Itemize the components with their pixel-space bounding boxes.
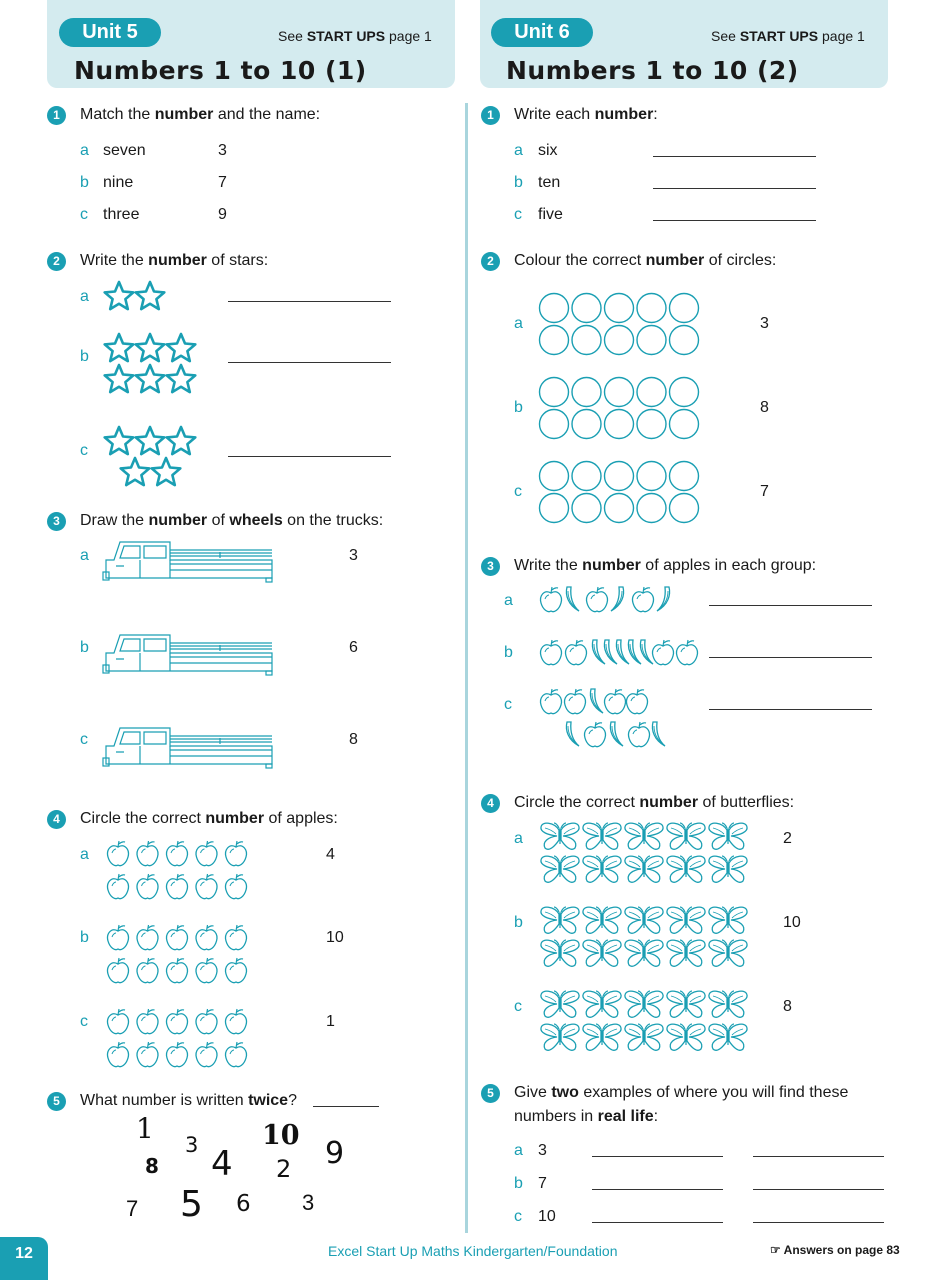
u6-q1-word-a: six [538, 142, 558, 159]
circle-shape[interactable] [670, 294, 699, 323]
banana-icon [640, 640, 653, 664]
butterfly-icon [583, 856, 621, 882]
u5-q2-answer-line-b[interactable] [228, 362, 391, 363]
u5-q2-text: Write the number of stars: [80, 252, 269, 269]
u6-q2-num-c: 7 [760, 483, 769, 500]
u5-q2-answer-line-a[interactable] [228, 301, 391, 302]
butterfly-icon [667, 991, 705, 1017]
butterfly-icon [541, 940, 579, 966]
u6-q5-text-line1: Give two examples of where you will find these [514, 1084, 849, 1101]
apple-icon [167, 958, 188, 983]
u5-q3-label-a: a [80, 547, 89, 564]
u5-q4-apple-grids[interactable] [105, 837, 265, 1077]
circle-shape[interactable] [540, 462, 569, 491]
u6-q2-label-c: c [514, 483, 522, 500]
butterfly-icon [541, 1024, 579, 1050]
u5-q4-num-b: 10 [326, 929, 344, 946]
apple-icon [167, 1009, 188, 1034]
u5-q3-num-b: 6 [349, 639, 358, 656]
u6-q4-num-a: 2 [783, 830, 792, 847]
star-icon [105, 282, 134, 309]
circle-shape[interactable] [670, 378, 699, 407]
u6-q2-circle-grids[interactable] [536, 291, 706, 531]
truck-b-drawing[interactable] [100, 631, 280, 679]
scattered-number: 5 [180, 1184, 203, 1225]
circle-shape[interactable] [670, 410, 699, 439]
scattered-number: 4 [211, 1144, 233, 1184]
u5-q2-star-groups [100, 280, 220, 480]
apple-icon [226, 1042, 247, 1067]
u6-q3-text: Write the number of apples in each group: [514, 557, 817, 574]
u5-q2-label-c: c [80, 442, 88, 459]
apple-icon [137, 925, 158, 950]
star-icon [167, 334, 196, 361]
u6-q3-label-b: b [504, 644, 513, 661]
butterfly-icon [709, 907, 747, 933]
circle-shape[interactable] [605, 378, 634, 407]
scattered-number: 7 [126, 1196, 139, 1221]
apple-icon [167, 841, 188, 866]
apple-icon [137, 874, 158, 899]
scattered-number: 10 [262, 1120, 300, 1151]
banana-icon [592, 640, 605, 664]
banana-icon [657, 587, 670, 611]
apple-icon [226, 841, 247, 866]
u6-q2-text: Colour the correct number of circles: [514, 252, 777, 269]
u5-q4-label-a: a [80, 846, 89, 863]
apple-icon [167, 925, 188, 950]
butterfly-icon [583, 823, 621, 849]
u5-q5-number: 5 [47, 1092, 66, 1111]
unit5-see-ref: See START UPS page 1 [278, 28, 432, 44]
circle-shape[interactable] [637, 462, 666, 491]
circle-shape[interactable] [572, 494, 601, 523]
scattered-number: 2 [276, 1155, 292, 1183]
star-icon [105, 427, 134, 454]
u6-q5-label-b: b [514, 1175, 523, 1192]
circle-shape[interactable] [572, 326, 601, 355]
circle-shape[interactable] [540, 326, 569, 355]
circle-shape[interactable] [605, 294, 634, 323]
u5-q4-text: Circle the correct number of apples: [80, 810, 338, 827]
butterfly-icon [583, 940, 621, 966]
u5-q3-text: Draw the number of wheels on the trucks: [80, 512, 384, 529]
apple-icon [226, 874, 247, 899]
apple-icon [653, 640, 674, 665]
circle-shape[interactable] [572, 294, 601, 323]
scattered-number: 1 [136, 1112, 154, 1145]
u6-q2-label-b: b [514, 399, 523, 416]
u5-q1-num-c[interactable]: 9 [218, 206, 227, 223]
apple-icon [196, 874, 217, 899]
butterfly-icon [667, 940, 705, 966]
u6-q5-number: 5 [481, 1084, 500, 1103]
banana-icon [611, 587, 624, 611]
u6-q3-answer-line-a[interactable] [709, 605, 872, 606]
circle-shape[interactable] [572, 462, 601, 491]
circle-shape[interactable] [637, 294, 666, 323]
apple-icon [541, 689, 562, 714]
apple-icon [226, 1009, 247, 1034]
apple-icon [566, 640, 587, 665]
star-icon [105, 334, 134, 361]
u5-q1-text: Match the number and the name: [80, 106, 321, 123]
u6-q5-num-a: 3 [538, 1142, 547, 1159]
banana-icon [652, 722, 665, 746]
butterfly-icon [541, 856, 579, 882]
u6-q4-num-b: 10 [783, 914, 801, 931]
butterfly-icon [709, 940, 747, 966]
butterfly-icon [625, 940, 663, 966]
page-number: 12 [0, 1237, 48, 1280]
butterfly-icon [625, 823, 663, 849]
scattered-number: 8 [145, 1154, 159, 1178]
butterfly-icon [541, 991, 579, 1017]
apple-icon [108, 1009, 129, 1034]
circle-shape[interactable] [605, 410, 634, 439]
apple-icon [226, 958, 247, 983]
circle-shape[interactable] [540, 494, 569, 523]
circle-shape[interactable] [540, 410, 569, 439]
apple-icon [541, 587, 562, 612]
u5-q1-num-b[interactable]: 7 [218, 174, 227, 191]
u6-q1-label-c: c [514, 206, 522, 223]
u6-q5-label-a: a [514, 1142, 523, 1159]
circle-shape[interactable] [637, 326, 666, 355]
banana-icon [566, 722, 579, 746]
u5-q2-answer-line-c[interactable] [228, 456, 391, 457]
truck-c-drawing[interactable] [100, 724, 280, 772]
u6-q5-num-c: 10 [538, 1208, 556, 1225]
u5-q5-text: What number is written twice? [80, 1092, 297, 1109]
pointing-hand-icon: ☞ [770, 1243, 781, 1257]
u6-q3-answer-line-b[interactable] [709, 657, 872, 658]
scattered-number: 3 [302, 1190, 315, 1215]
star-icon [167, 365, 196, 392]
butterfly-icon [667, 907, 705, 933]
banana-icon [604, 640, 617, 664]
u5-q3-label-c: c [80, 731, 88, 748]
star-icon [136, 334, 165, 361]
banana-icon [610, 722, 623, 746]
circle-shape[interactable] [540, 378, 569, 407]
u6-q1-label-b: b [514, 174, 523, 191]
u5-q4-num-a: 4 [326, 846, 335, 863]
apple-icon [677, 640, 698, 665]
u5-q1-word-a: seven [103, 142, 146, 159]
footer-answers-ref: ☞ Answers on page 83 [770, 1243, 900, 1257]
butterfly-icon [625, 991, 663, 1017]
butterfly-icon [709, 856, 747, 882]
u6-q5-num-b: 7 [538, 1175, 547, 1192]
apple-icon [108, 925, 129, 950]
u5-q1-num-a[interactable]: 3 [218, 142, 227, 159]
apple-icon [587, 587, 608, 612]
u6-q2-number: 2 [481, 252, 500, 271]
star-icon [136, 427, 165, 454]
circle-shape[interactable] [670, 462, 699, 491]
u5-q1-label-a: a [80, 142, 89, 159]
u6-q1-answer-line-c[interactable] [653, 220, 816, 221]
apple-icon [137, 958, 158, 983]
u6-q1-word-b: ten [538, 174, 561, 191]
u6-q4-label-a: a [514, 830, 523, 847]
apple-icon [137, 1042, 158, 1067]
u5-q4-label-b: b [80, 929, 89, 946]
star-icon [152, 458, 181, 485]
apple-icon [137, 1009, 158, 1034]
circle-shape[interactable] [572, 410, 601, 439]
scattered-number: 9 [325, 1136, 345, 1171]
apple-icon [627, 689, 648, 714]
u5-q4-label-c: c [80, 1013, 88, 1030]
u6-q1-answer-line-a[interactable] [653, 156, 816, 157]
circle-shape[interactable] [637, 494, 666, 523]
u6-q4-label-c: c [514, 998, 522, 1015]
u5-q3-label-b: b [80, 639, 89, 656]
u5-q3-num-c: 8 [349, 731, 358, 748]
truck-a-drawing[interactable] [100, 538, 280, 586]
unit6-see-ref: See START UPS page 1 [711, 28, 865, 44]
scattered-number: 6 [236, 1191, 251, 1217]
u6-q3-number: 3 [481, 557, 500, 576]
apple-icon [137, 841, 158, 866]
circle-shape[interactable] [670, 494, 699, 523]
star-icon [136, 282, 165, 309]
footer-book-title: Excel Start Up Maths Kindergarten/Foundation [328, 1243, 618, 1259]
u5-q1-word-b: nine [103, 174, 134, 191]
u6-q5-text-line2: numbers in real life: [514, 1108, 659, 1125]
apple-icon [196, 925, 217, 950]
butterfly-icon [583, 907, 621, 933]
u6-q1-word-c: five [538, 206, 563, 223]
apple-icon [196, 958, 217, 983]
u6-q4-label-b: b [514, 914, 523, 931]
apple-icon [108, 958, 129, 983]
u6-q4-butterfly-grids[interactable] [540, 820, 760, 1060]
apple-icon [633, 587, 654, 612]
u6-q1-text: Write each number: [514, 106, 658, 123]
apple-icon [167, 874, 188, 899]
u6-q1-label-a: a [514, 142, 523, 159]
circle-shape[interactable] [605, 462, 634, 491]
banana-icon [590, 689, 603, 713]
circle-shape[interactable] [572, 378, 601, 407]
butterfly-icon [709, 823, 747, 849]
u6-q5-answer-a2[interactable] [753, 1156, 884, 1157]
apple-icon [196, 1042, 217, 1067]
butterfly-icon [541, 823, 579, 849]
banana-icon [566, 587, 579, 611]
u5-q1-number: 1 [47, 106, 66, 125]
circle-shape[interactable] [670, 326, 699, 355]
u6-q5-answer-c1[interactable] [592, 1222, 723, 1223]
u5-q5-answer-line[interactable] [313, 1106, 379, 1107]
apple-icon [226, 925, 247, 950]
u5-q1-label-b: b [80, 174, 89, 191]
apple-icon [585, 722, 606, 747]
unit6-pill: Unit 6 [491, 18, 593, 47]
circle-shape[interactable] [605, 326, 634, 355]
butterfly-icon [541, 907, 579, 933]
unit5-pill: Unit 5 [59, 18, 161, 47]
u6-q3-label-c: c [504, 696, 512, 713]
u5-q1-label-c: c [80, 206, 88, 223]
butterfly-icon [709, 1024, 747, 1050]
apple-icon [108, 1042, 129, 1067]
u6-q2-num-b: 8 [760, 399, 769, 416]
column-divider [465, 103, 468, 1233]
apple-icon [565, 689, 586, 714]
u6-q2-num-a: 3 [760, 315, 769, 332]
u5-q1-word-c: three [103, 206, 140, 223]
apple-icon [196, 841, 217, 866]
u6-q5-answer-b1[interactable] [592, 1189, 723, 1190]
u5-q2-label-a: a [80, 288, 89, 305]
u6-q3-label-a: a [504, 592, 513, 609]
butterfly-icon [625, 1024, 663, 1050]
apple-icon [196, 1009, 217, 1034]
apple-icon [605, 689, 626, 714]
circle-shape[interactable] [605, 494, 634, 523]
butterfly-icon [667, 856, 705, 882]
butterfly-icon [583, 1024, 621, 1050]
star-icon [121, 458, 150, 485]
u6-q4-text: Circle the correct number of butterflies: [514, 794, 795, 811]
u6-q4-number: 4 [481, 794, 500, 813]
butterfly-icon [667, 1024, 705, 1050]
scattered-number: 3 [185, 1133, 199, 1157]
butterfly-icon [667, 823, 705, 849]
u6-q2-label-a: a [514, 315, 523, 332]
butterfly-icon [625, 907, 663, 933]
u6-q1-answer-line-b[interactable] [653, 188, 816, 189]
banana-icon [616, 640, 629, 664]
butterfly-icon [583, 991, 621, 1017]
unit6-title: Numbers 1 to 10 (2) [506, 56, 799, 85]
u6-q4-num-c: 8 [783, 998, 792, 1015]
star-icon [136, 365, 165, 392]
u5-q3-num-a: 3 [349, 547, 358, 564]
apple-icon [541, 640, 562, 665]
u6-q5-answer-c2[interactable] [753, 1222, 884, 1223]
u5-q2-label-b: b [80, 348, 89, 365]
apple-icon [108, 841, 129, 866]
u6-q3-fruit-groups [540, 585, 710, 755]
u6-q5-label-c: c [514, 1208, 522, 1225]
circle-shape[interactable] [637, 378, 666, 407]
unit5-title: Numbers 1 to 10 (1) [74, 56, 367, 85]
u6-q5-answer-a1[interactable] [592, 1156, 723, 1157]
apple-icon [629, 722, 650, 747]
u6-q5-answer-b2[interactable] [753, 1189, 884, 1190]
butterfly-icon [625, 856, 663, 882]
u5-q3-number: 3 [47, 512, 66, 531]
u5-q4-num-c: 1 [326, 1013, 335, 1030]
u6-q1-number: 1 [481, 106, 500, 125]
star-icon [167, 427, 196, 454]
apple-icon [167, 1042, 188, 1067]
banana-icon [628, 640, 641, 664]
circle-shape[interactable] [637, 410, 666, 439]
u5-q4-number: 4 [47, 810, 66, 829]
u5-q2-number: 2 [47, 252, 66, 271]
apple-icon [108, 874, 129, 899]
butterfly-icon [709, 991, 747, 1017]
u6-q3-answer-line-c[interactable] [709, 709, 872, 710]
star-icon [105, 365, 134, 392]
circle-shape[interactable] [540, 294, 569, 323]
